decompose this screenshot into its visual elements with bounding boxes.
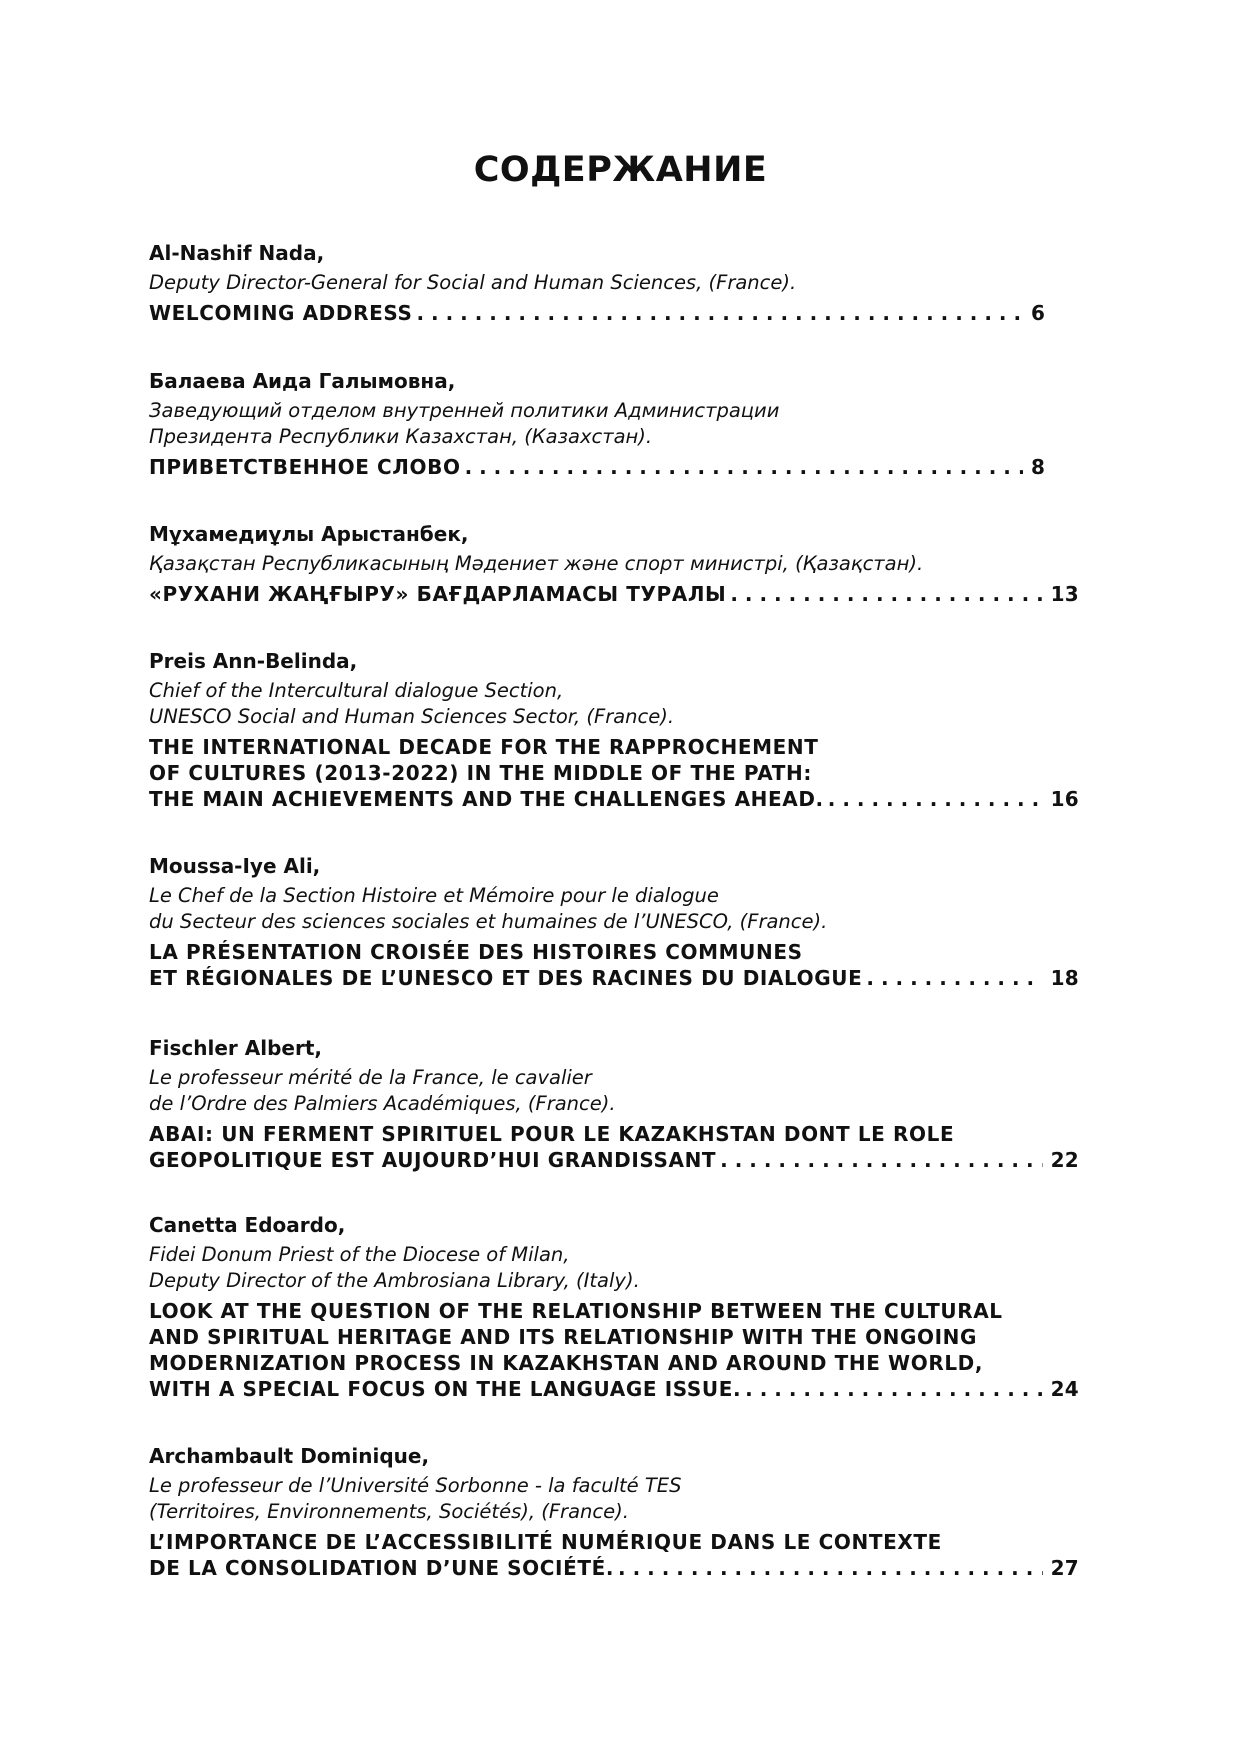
leader-dots — [730, 581, 1042, 607]
heading-line: L’IMPORTANCE DE L’ACCESSIBILITÉ NUMÉRIQUE DANS LE CONTEXTE — [149, 1530, 942, 1554]
entry-description — [149, 883, 1079, 935]
heading-line: LOOK AT THE QUESTION OF THE RELATIONSHIP BETWEEN THE CULTURAL — [149, 1299, 1003, 1323]
entry-heading[interactable] — [149, 300, 1059, 326]
heading-text: WITH A SPECIAL FOCUS ON THE LANGUAGE ISSUE. — [149, 1377, 742, 1401]
heading-text: ET RÉGIONALES DE L’UNESCO ET DES RACINES DU DIALOGUE — [149, 966, 863, 990]
entry-author: Fischler Albert, — [149, 1036, 322, 1060]
toc-entry — [149, 1212, 1079, 1402]
heading-line-last — [149, 1555, 1079, 1581]
heading-line: AND SPIRITUAL HERITAGE AND ITS RELATIONSHIP WITH THE ONGOING — [149, 1325, 978, 1349]
heading-line: THE INTERNATIONAL DECADE FOR THE RAPPROCHEMENT — [149, 735, 819, 759]
entry-heading[interactable] — [149, 1121, 1079, 1173]
page-number: 8 — [1031, 455, 1046, 479]
heading-text: GEOPOLITIQUE EST AUJOURD’HUI GRANDISSANT — [149, 1148, 717, 1172]
entry-author: Canetta Edoardo, — [149, 1213, 346, 1237]
description-line: Президента Республики Казахстан, (Казахстан). — [149, 425, 653, 448]
page-number: 6 — [1031, 301, 1046, 325]
heading-line: OF CULTURES (2013-2022) IN THE MIDDLE OF THE PATH: — [149, 761, 812, 785]
description-line: Deputy Director-General for Social and Human Sciences, (France). — [149, 271, 797, 294]
heading-text: ПРИВЕТСТВЕННОЕ СЛОВО — [149, 455, 461, 479]
heading-line: MODERNIZATION PROCESS IN KAZAKHSTAN AND AROUND THE WORLD, — [149, 1351, 984, 1375]
heading-line-last — [149, 581, 1079, 607]
entry-description — [149, 678, 1079, 730]
heading-text: DE LA CONSOLIDATION D’UNE SOCIÉTÉ. — [149, 1556, 615, 1580]
heading-line-last — [149, 786, 1079, 812]
leader-dots — [465, 454, 1023, 480]
heading-line-last — [149, 1376, 1079, 1402]
entry-heading[interactable] — [149, 581, 1079, 607]
page-number: 16 — [1050, 787, 1079, 811]
description-line: Le professeur de l’Université Sorbonne - la faculté TES — [149, 1474, 682, 1497]
entry-author: Мұхамедиұлы Арыстанбек, — [149, 522, 469, 546]
entry-author: Балаева Аида Галымовна, — [149, 369, 456, 393]
toc-entry — [149, 1443, 1079, 1581]
toc-entry — [149, 1035, 1079, 1173]
description-line: Chief of the Intercultural dialogue Section, — [149, 679, 564, 702]
entry-author: Preis Ann-Belinda, — [149, 649, 358, 673]
entry-description — [149, 551, 1079, 577]
entry-author: Al-Nashif Nada, — [149, 241, 325, 265]
entry-heading[interactable] — [149, 734, 1079, 812]
page-number: 24 — [1050, 1377, 1079, 1401]
entry-description — [149, 1242, 1079, 1294]
heading-line-last — [149, 1147, 1079, 1173]
description-line: Заведующий отделом внутренней политики Администрации — [149, 399, 780, 422]
heading-text: «РУХАНИ ЖАҢҒЫРУ» БАҒДАРЛАМАСЫ ТУРАЛЫ — [149, 582, 727, 606]
leader-dots — [828, 786, 1043, 812]
page-number: 18 — [1050, 966, 1079, 990]
entry-heading[interactable] — [149, 1529, 1079, 1581]
leader-dots — [720, 1147, 1042, 1173]
page-number: 13 — [1050, 582, 1079, 606]
leader-dots — [745, 1376, 1042, 1402]
entry-heading[interactable] — [149, 454, 1059, 480]
heading-text: THE MAIN ACHIEVEMENTS AND THE CHALLENGES AHEAD. — [149, 787, 824, 811]
toc-entry — [149, 240, 1059, 326]
heading-line-last — [149, 454, 1059, 480]
entry-heading[interactable] — [149, 939, 1079, 991]
description-line: Le professeur mérité de la France, le cavalier — [149, 1066, 592, 1089]
heading-line: ABAI: UN FERMENT SPIRITUEL POUR LE KAZAKHSTAN DONT LE ROLE — [149, 1122, 955, 1146]
description-line: Le Chef de la Section Histoire et Mémoire pour le dialogue — [149, 884, 719, 907]
description-line: de l’Ordre des Palmiers Académiques, (France). — [149, 1092, 616, 1115]
heading-line-last — [149, 300, 1059, 326]
page-title: СОДЕРЖАНИЕ — [473, 150, 768, 190]
leader-dots — [866, 965, 1042, 991]
entry-heading[interactable] — [149, 1298, 1079, 1402]
description-line: Fidei Donum Priest of the Diocese of Milan, — [149, 1243, 570, 1266]
description-line: du Secteur des sciences sociales et humaines de l’UNESCO, (France). — [149, 910, 828, 933]
heading-text: WELCOMING ADDRESS — [149, 301, 413, 325]
entry-author: Moussa-Iye Ali, — [149, 854, 321, 878]
toc-entry — [149, 521, 1079, 607]
toc-entry — [149, 648, 1079, 812]
heading-line-last — [149, 965, 1079, 991]
leader-dots — [416, 300, 1023, 326]
description-line: UNESCO Social and Human Sciences Sector, (France). — [149, 705, 675, 728]
leader-dots — [618, 1555, 1043, 1581]
entry-description — [149, 270, 1059, 296]
toc-entry — [149, 853, 1079, 991]
description-line: (Territoires, Environnements, Sociétés), (France). — [149, 1500, 629, 1523]
entry-description — [149, 398, 1059, 450]
entry-description — [149, 1473, 1079, 1525]
toc-entry — [149, 368, 1059, 480]
page-number: 22 — [1050, 1148, 1079, 1172]
heading-line: LA PRÉSENTATION CROISÉE DES HISTOIRES COMMUNES — [149, 940, 803, 964]
entry-description — [149, 1065, 1079, 1117]
entry-author: Archambault Dominique, — [149, 1444, 430, 1468]
description-line: Қазақстан Республикасының Мәдениет және спорт министрі, (Қазақстан). — [149, 552, 924, 575]
description-line: Deputy Director of the Ambrosiana Library, (Italy). — [149, 1269, 640, 1292]
page-number: 27 — [1050, 1556, 1079, 1580]
